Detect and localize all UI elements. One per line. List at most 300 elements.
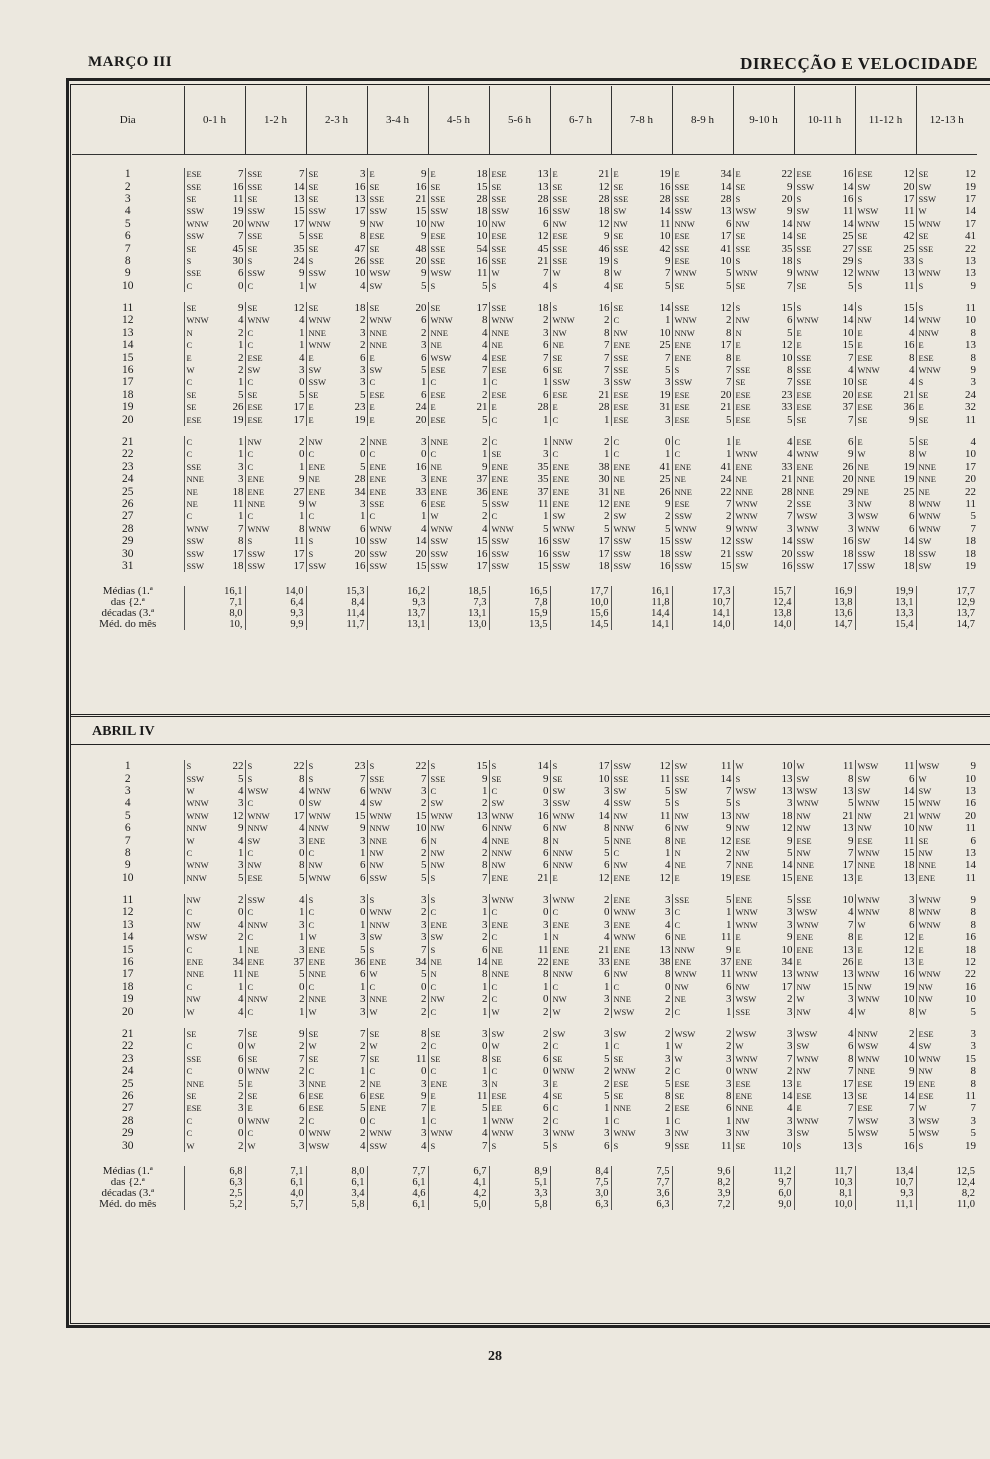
direction-cell: SSE (245, 230, 278, 242)
direction-cell: SE (916, 413, 949, 425)
velocity-cell: 8 (543, 834, 549, 847)
velocity-cell: 0 (238, 1127, 244, 1140)
velocity-cell: 3 (848, 993, 854, 1006)
velocity-cell: 3 (360, 364, 366, 377)
direction-cell: ESE (855, 1102, 888, 1114)
velocity-cell: 10 (903, 1052, 915, 1065)
velocity-cell: 1 (726, 436, 732, 448)
average-value: 11,7 (306, 619, 367, 630)
velocity-cell: 2 (360, 314, 366, 327)
direction-cell: W (672, 1053, 705, 1065)
velocity-cell: 4 (238, 918, 244, 931)
direction-cell: E (489, 401, 522, 413)
direction-cell: SW (245, 834, 278, 846)
velocity-cell: 2 (482, 931, 488, 944)
velocity-cell: 17 (965, 192, 976, 205)
direction-cell: NW (550, 993, 583, 1005)
direction-cell: SE (672, 280, 705, 292)
average-row (72, 597, 977, 608)
direction-cell: ENE (306, 485, 339, 497)
direction-cell: NW (428, 218, 461, 230)
direction-cell: NNE (733, 859, 766, 871)
direction-cell: NNE (916, 461, 949, 473)
direction-cell: NNE (367, 436, 400, 448)
direction-cell: NNW (245, 919, 278, 931)
average-value: 6,0 (733, 1188, 794, 1199)
velocity-cell: 2 (604, 894, 610, 907)
direction-cell: ESE (672, 230, 705, 242)
direction-cell: ESE (855, 168, 888, 180)
velocity-cell: 19 (903, 460, 915, 473)
velocity-cell: 14 (842, 314, 854, 327)
velocity-cell: 7 (848, 1114, 854, 1127)
velocity-cell: 6 (543, 388, 549, 401)
velocity-cell: 33 (781, 460, 793, 473)
velocity-cell: 13 (903, 267, 915, 280)
velocity-cell: 6 (360, 968, 366, 981)
velocity-cell: 4 (604, 279, 610, 292)
velocity-cell: 6 (909, 772, 915, 785)
direction-cell: WNW (916, 523, 949, 535)
direction-cell: C (306, 919, 339, 931)
direction-cell: WNW (611, 931, 644, 943)
day-cell: 25 (122, 485, 134, 498)
velocity-cell: 2 (421, 797, 427, 810)
direction-cell: W (916, 448, 949, 460)
velocity-cell: 15 (842, 980, 854, 993)
direction-cell: ESE (428, 389, 461, 401)
velocity-cell: 2 (726, 314, 732, 327)
velocity-cell: 10 (842, 376, 854, 389)
velocity-cell: 26 (354, 254, 366, 267)
velocity-cell: 6 (421, 351, 427, 364)
table-row (72, 785, 977, 797)
direction-cell: WSW (733, 993, 766, 1005)
direction-cell: SSE (733, 364, 766, 376)
velocity-cell: 1 (665, 846, 671, 859)
velocity-cell: 2 (482, 510, 488, 523)
direction-cell: SSW (184, 560, 217, 572)
direction-cell: W (489, 267, 522, 279)
velocity-cell: 16 (354, 559, 366, 572)
average-value: 11,0 (916, 1199, 977, 1210)
direction-cell: S (306, 255, 339, 267)
velocity-cell: 46 (598, 242, 610, 255)
velocity-cell: 29 (842, 254, 854, 267)
direction-cell: NNE (184, 968, 217, 980)
velocity-cell: 13 (781, 772, 793, 785)
direction-cell: WNW (306, 872, 339, 884)
velocity-cell: 16 (537, 205, 549, 218)
direction-cell: ENE (550, 485, 583, 497)
velocity-cell: 19 (903, 473, 915, 486)
velocity-cell: 6 (360, 522, 366, 535)
direction-cell: SSW (367, 560, 400, 572)
direction-cell: NNW (550, 859, 583, 871)
velocity-cell: 8 (970, 1065, 976, 1078)
direction-cell: WNW (489, 1115, 522, 1127)
velocity-cell: 1 (299, 906, 305, 919)
direction-cell: E (794, 327, 827, 339)
direction-cell: SSW (245, 560, 278, 572)
direction-cell: SW (489, 1028, 522, 1040)
direction-cell: NE (672, 931, 705, 943)
velocity-cell: 16 (965, 980, 976, 993)
velocity-cell: 3 (787, 1127, 793, 1140)
velocity-cell: 14 (965, 205, 976, 218)
table-row (72, 180, 977, 192)
direction-cell: SSE (611, 364, 644, 376)
velocity-cell: 5 (665, 522, 671, 535)
velocity-cell: 15 (415, 205, 427, 218)
velocity-cell: 3 (604, 376, 610, 389)
velocity-cell: 9 (543, 772, 549, 785)
direction-cell: W (367, 1040, 400, 1052)
average-value: 16,2 (367, 586, 428, 597)
velocity-cell: 11 (965, 497, 976, 510)
velocity-cell: 8 (421, 1028, 427, 1040)
direction-cell: NNE (367, 834, 400, 846)
direction-cell: NNW (672, 327, 705, 339)
direction-cell: W (489, 1040, 522, 1052)
gap-row (72, 426, 977, 436)
direction-cell: SE (855, 413, 888, 425)
direction-cell: WNW (428, 1127, 461, 1139)
direction-cell: WNW (489, 894, 522, 906)
velocity-cell: 9 (360, 822, 366, 835)
direction-cell: SSE (489, 302, 522, 314)
direction-cell: NNW (245, 993, 278, 1005)
average-value: 18,5 (428, 586, 489, 597)
direction-cell: NW (184, 993, 217, 1005)
velocity-cell: 19 (659, 168, 671, 181)
direction-cell: WNW (245, 314, 278, 326)
average-value: 2,5 (184, 1188, 245, 1199)
velocity-cell: 35 (537, 460, 549, 473)
direction-cell: C (428, 376, 461, 388)
velocity-cell: 3 (787, 522, 793, 535)
direction-cell: E (367, 351, 400, 363)
velocity-cell: 13 (842, 871, 854, 884)
direction-cell: SW (428, 931, 461, 943)
direction-cell: S (672, 364, 705, 376)
velocity-cell: 38 (659, 956, 671, 969)
direction-cell: C (489, 510, 522, 522)
average-value: 10,7 (672, 597, 733, 608)
velocity-cell: 14 (659, 302, 671, 315)
direction-cell: W (550, 267, 583, 279)
velocity-cell: 25 (659, 473, 671, 486)
velocity-cell: 7 (848, 846, 854, 859)
direction-cell: SSE (794, 498, 827, 510)
direction-cell: ENE (611, 872, 644, 884)
direction-cell: NE (672, 473, 705, 485)
average-value: 7,3 (428, 597, 489, 608)
velocity-cell: 1 (665, 448, 671, 461)
average-value: 14,1 (672, 608, 733, 619)
velocity-cell: 16 (476, 547, 488, 560)
velocity-cell: 2 (543, 1040, 549, 1053)
velocity-cell: 4 (604, 797, 610, 810)
direction-cell: WNW (794, 448, 827, 460)
velocity-cell: 17 (476, 559, 488, 572)
direction-cell: W (855, 919, 888, 931)
velocity-cell: 15 (354, 809, 366, 822)
velocity-cell: 10 (720, 254, 732, 267)
velocity-cell: 2 (299, 1065, 305, 1078)
velocity-cell: 7 (238, 522, 244, 535)
direction-cell: SSW (611, 560, 644, 572)
velocity-cell: 5 (787, 326, 793, 339)
direction-cell: C (184, 448, 217, 460)
velocity-cell: 3 (238, 460, 244, 473)
velocity-cell: 18 (476, 205, 488, 218)
direction-cell: SE (916, 168, 949, 180)
velocity-cell: 17 (293, 413, 305, 426)
direction-cell: SE (245, 193, 278, 205)
velocity-cell: 7 (238, 168, 244, 181)
day-cell: 27 (122, 510, 134, 523)
direction-cell: C (367, 376, 400, 388)
velocity-cell: 5 (909, 1127, 915, 1140)
velocity-cell: 3 (482, 894, 488, 907)
velocity-cell: 9 (238, 822, 244, 835)
velocity-cell: 5 (787, 413, 793, 426)
average-value: 12,9 (916, 597, 977, 608)
velocity-cell: 12 (598, 871, 610, 884)
average-value: 7,5 (550, 1177, 611, 1188)
day-cell: 8 (124, 254, 131, 267)
direction-cell: C (489, 931, 522, 943)
velocity-cell: 10 (965, 993, 976, 1006)
velocity-cell: 2 (299, 436, 305, 448)
direction-cell: ESE (611, 1077, 644, 1089)
direction-cell: NW (733, 822, 766, 834)
direction-cell: WNW (367, 810, 400, 822)
average-value: 4,6 (367, 1188, 428, 1199)
day-cell: 23 (122, 1052, 134, 1065)
velocity-cell: 0 (665, 436, 671, 448)
direction-cell: NW (428, 859, 461, 871)
velocity-cell: 6 (665, 822, 671, 835)
direction-cell: SSW (794, 535, 827, 547)
gap-cell (72, 292, 977, 302)
average-value: 11,7 (794, 1166, 855, 1177)
velocity-cell: 8 (299, 522, 305, 535)
day-cell: 12 (122, 906, 134, 919)
velocity-cell: 18 (537, 302, 549, 315)
velocity-cell: 14 (903, 784, 915, 797)
velocity-cell: 4 (360, 797, 366, 810)
direction-cell: C (550, 981, 583, 993)
velocity-cell: 2 (238, 1139, 244, 1152)
direction-cell: S (916, 376, 949, 388)
direction-cell: E (306, 351, 339, 363)
velocity-cell: 8 (970, 906, 976, 919)
velocity-cell: 30 (598, 473, 610, 486)
direction-cell: ESE (550, 230, 583, 242)
velocity-cell: 13 (720, 205, 732, 218)
direction-cell: SW (794, 772, 827, 784)
table-row (72, 242, 977, 254)
velocity-cell: 31 (659, 401, 671, 414)
table-row (72, 461, 977, 473)
velocity-cell: 19 (903, 1077, 915, 1090)
direction-cell: C (367, 1065, 400, 1077)
direction-cell: SSE (611, 193, 644, 205)
velocity-cell: 8 (665, 1089, 671, 1102)
velocity-cell: 2 (726, 1040, 732, 1053)
direction-cell: SE (611, 230, 644, 242)
direction-cell: ESE (733, 1077, 766, 1089)
direction-cell: ENE (672, 461, 705, 473)
velocity-cell: 28 (354, 473, 366, 486)
direction-cell: NE (428, 461, 461, 473)
table-row (72, 547, 977, 559)
velocity-cell: 7 (848, 351, 854, 364)
velocity-cell: 7 (604, 351, 610, 364)
average-value: 4,0 (245, 1188, 306, 1199)
direction-cell: WNW (367, 314, 400, 326)
direction-cell: NW (855, 822, 888, 834)
direction-cell: SSW (550, 560, 583, 572)
direction-cell: SE (611, 280, 644, 292)
direction-cell: SE (306, 193, 339, 205)
direction-cell: WNW (611, 906, 644, 918)
direction-cell: SW (367, 797, 400, 809)
direction-cell: NW (550, 327, 583, 339)
direction-cell: ENE (184, 956, 217, 968)
velocity-cell: 25 (903, 485, 915, 498)
velocity-cell: 9 (665, 1139, 671, 1152)
direction-cell: NNE (489, 834, 522, 846)
velocity-cell: 3 (726, 1127, 732, 1140)
velocity-cell: 0 (299, 448, 305, 461)
velocity-cell: 6 (909, 510, 915, 523)
day-cell: 13 (122, 918, 134, 931)
velocity-cell: 11 (537, 943, 549, 956)
velocity-cell: 9 (970, 894, 976, 907)
direction-cell: ENE (611, 894, 644, 906)
velocity-cell: 13 (965, 267, 976, 280)
direction-cell: SW (550, 785, 583, 797)
direction-cell: ENE (611, 943, 644, 955)
direction-cell: WNW (489, 314, 522, 326)
direction-cell: ESE (367, 230, 400, 242)
direction-cell: SE (306, 1028, 339, 1040)
direction-cell: SW (672, 760, 705, 772)
average-value: 8,9 (489, 1166, 550, 1177)
direction-cell: SSW (184, 535, 217, 547)
direction-cell: W (916, 1102, 949, 1114)
direction-cell: NNE (672, 485, 705, 497)
direction-cell: WSW (611, 1005, 644, 1017)
direction-cell: C (611, 1040, 644, 1052)
col-header-hour: 10-11 h (794, 86, 855, 155)
velocity-cell: 13 (842, 784, 854, 797)
direction-cell: SE (245, 1053, 278, 1065)
direction-cell: SSW (733, 547, 766, 559)
day-cell: 7 (124, 834, 131, 847)
direction-cell: SSW (794, 560, 827, 572)
average-value: 9,7 (733, 1177, 794, 1188)
average-value: 14,0 (733, 619, 794, 630)
velocity-cell: 1 (543, 436, 549, 448)
average-row (72, 608, 977, 619)
direction-cell: C (672, 448, 705, 460)
direction-cell: ENE (916, 872, 949, 884)
direction-cell: WNW (245, 218, 278, 230)
direction-cell: ESE (245, 401, 278, 413)
direction-cell: W (916, 205, 949, 217)
velocity-cell: 45 (232, 242, 244, 255)
direction-cell: ESE (184, 168, 217, 180)
velocity-cell: 6 (238, 1052, 244, 1065)
direction-cell: WSW (733, 205, 766, 217)
direction-cell: S (611, 1139, 644, 1151)
direction-cell: WNW (367, 523, 400, 535)
direction-cell: NW (306, 436, 339, 448)
direction-cell: ENE (550, 498, 583, 510)
velocity-cell: 12 (659, 760, 671, 773)
velocity-cell: 7 (360, 772, 366, 785)
velocity-cell: 1 (482, 1005, 488, 1018)
velocity-cell: 5 (604, 522, 610, 535)
direction-cell: S (550, 280, 583, 292)
direction-cell: NE (489, 943, 522, 955)
velocity-cell: 6 (543, 217, 549, 230)
velocity-cell: 18 (842, 547, 854, 560)
velocity-cell: 21 (598, 168, 610, 181)
direction-cell: SW (489, 797, 522, 809)
velocity-cell: 17 (293, 217, 305, 230)
velocity-cell: 7 (482, 871, 488, 884)
direction-cell: S (306, 894, 339, 906)
velocity-cell: 42 (659, 242, 671, 255)
velocity-cell: 1 (482, 784, 488, 797)
velocity-cell: 3 (665, 894, 671, 907)
direction-cell: NNE (855, 1065, 888, 1077)
direction-cell: ENE (550, 956, 583, 968)
direction-cell: WNW (855, 523, 888, 535)
velocity-cell: 5 (726, 894, 732, 907)
velocity-cell: 1 (726, 1005, 732, 1018)
velocity-cell: 6 (543, 859, 549, 872)
day-cell: 4 (124, 797, 131, 810)
velocity-cell: 10 (659, 230, 671, 243)
direction-cell: C (611, 436, 644, 448)
direction-cell: W (550, 1005, 583, 1017)
direction-cell: ESE (428, 230, 461, 242)
gap-cell (72, 884, 977, 894)
direction-cell: NE (916, 485, 949, 497)
velocity-cell: 8 (848, 1052, 854, 1065)
direction-cell: NE (672, 993, 705, 1005)
direction-cell: SE (184, 242, 217, 254)
direction-cell: S (855, 255, 888, 267)
direction-cell: ESE (306, 1102, 339, 1114)
velocity-cell: 4 (909, 376, 915, 389)
day-cell: 21 (122, 1028, 134, 1040)
day-cell: 1 (124, 168, 131, 181)
average-value: 13,7 (916, 608, 977, 619)
velocity-cell: 5 (726, 413, 732, 426)
table-row (72, 485, 977, 497)
direction-cell: WSW (855, 760, 888, 772)
velocity-cell: 1 (238, 339, 244, 352)
velocity-cell: 2 (360, 1127, 366, 1140)
direction-cell: SW (916, 785, 949, 797)
